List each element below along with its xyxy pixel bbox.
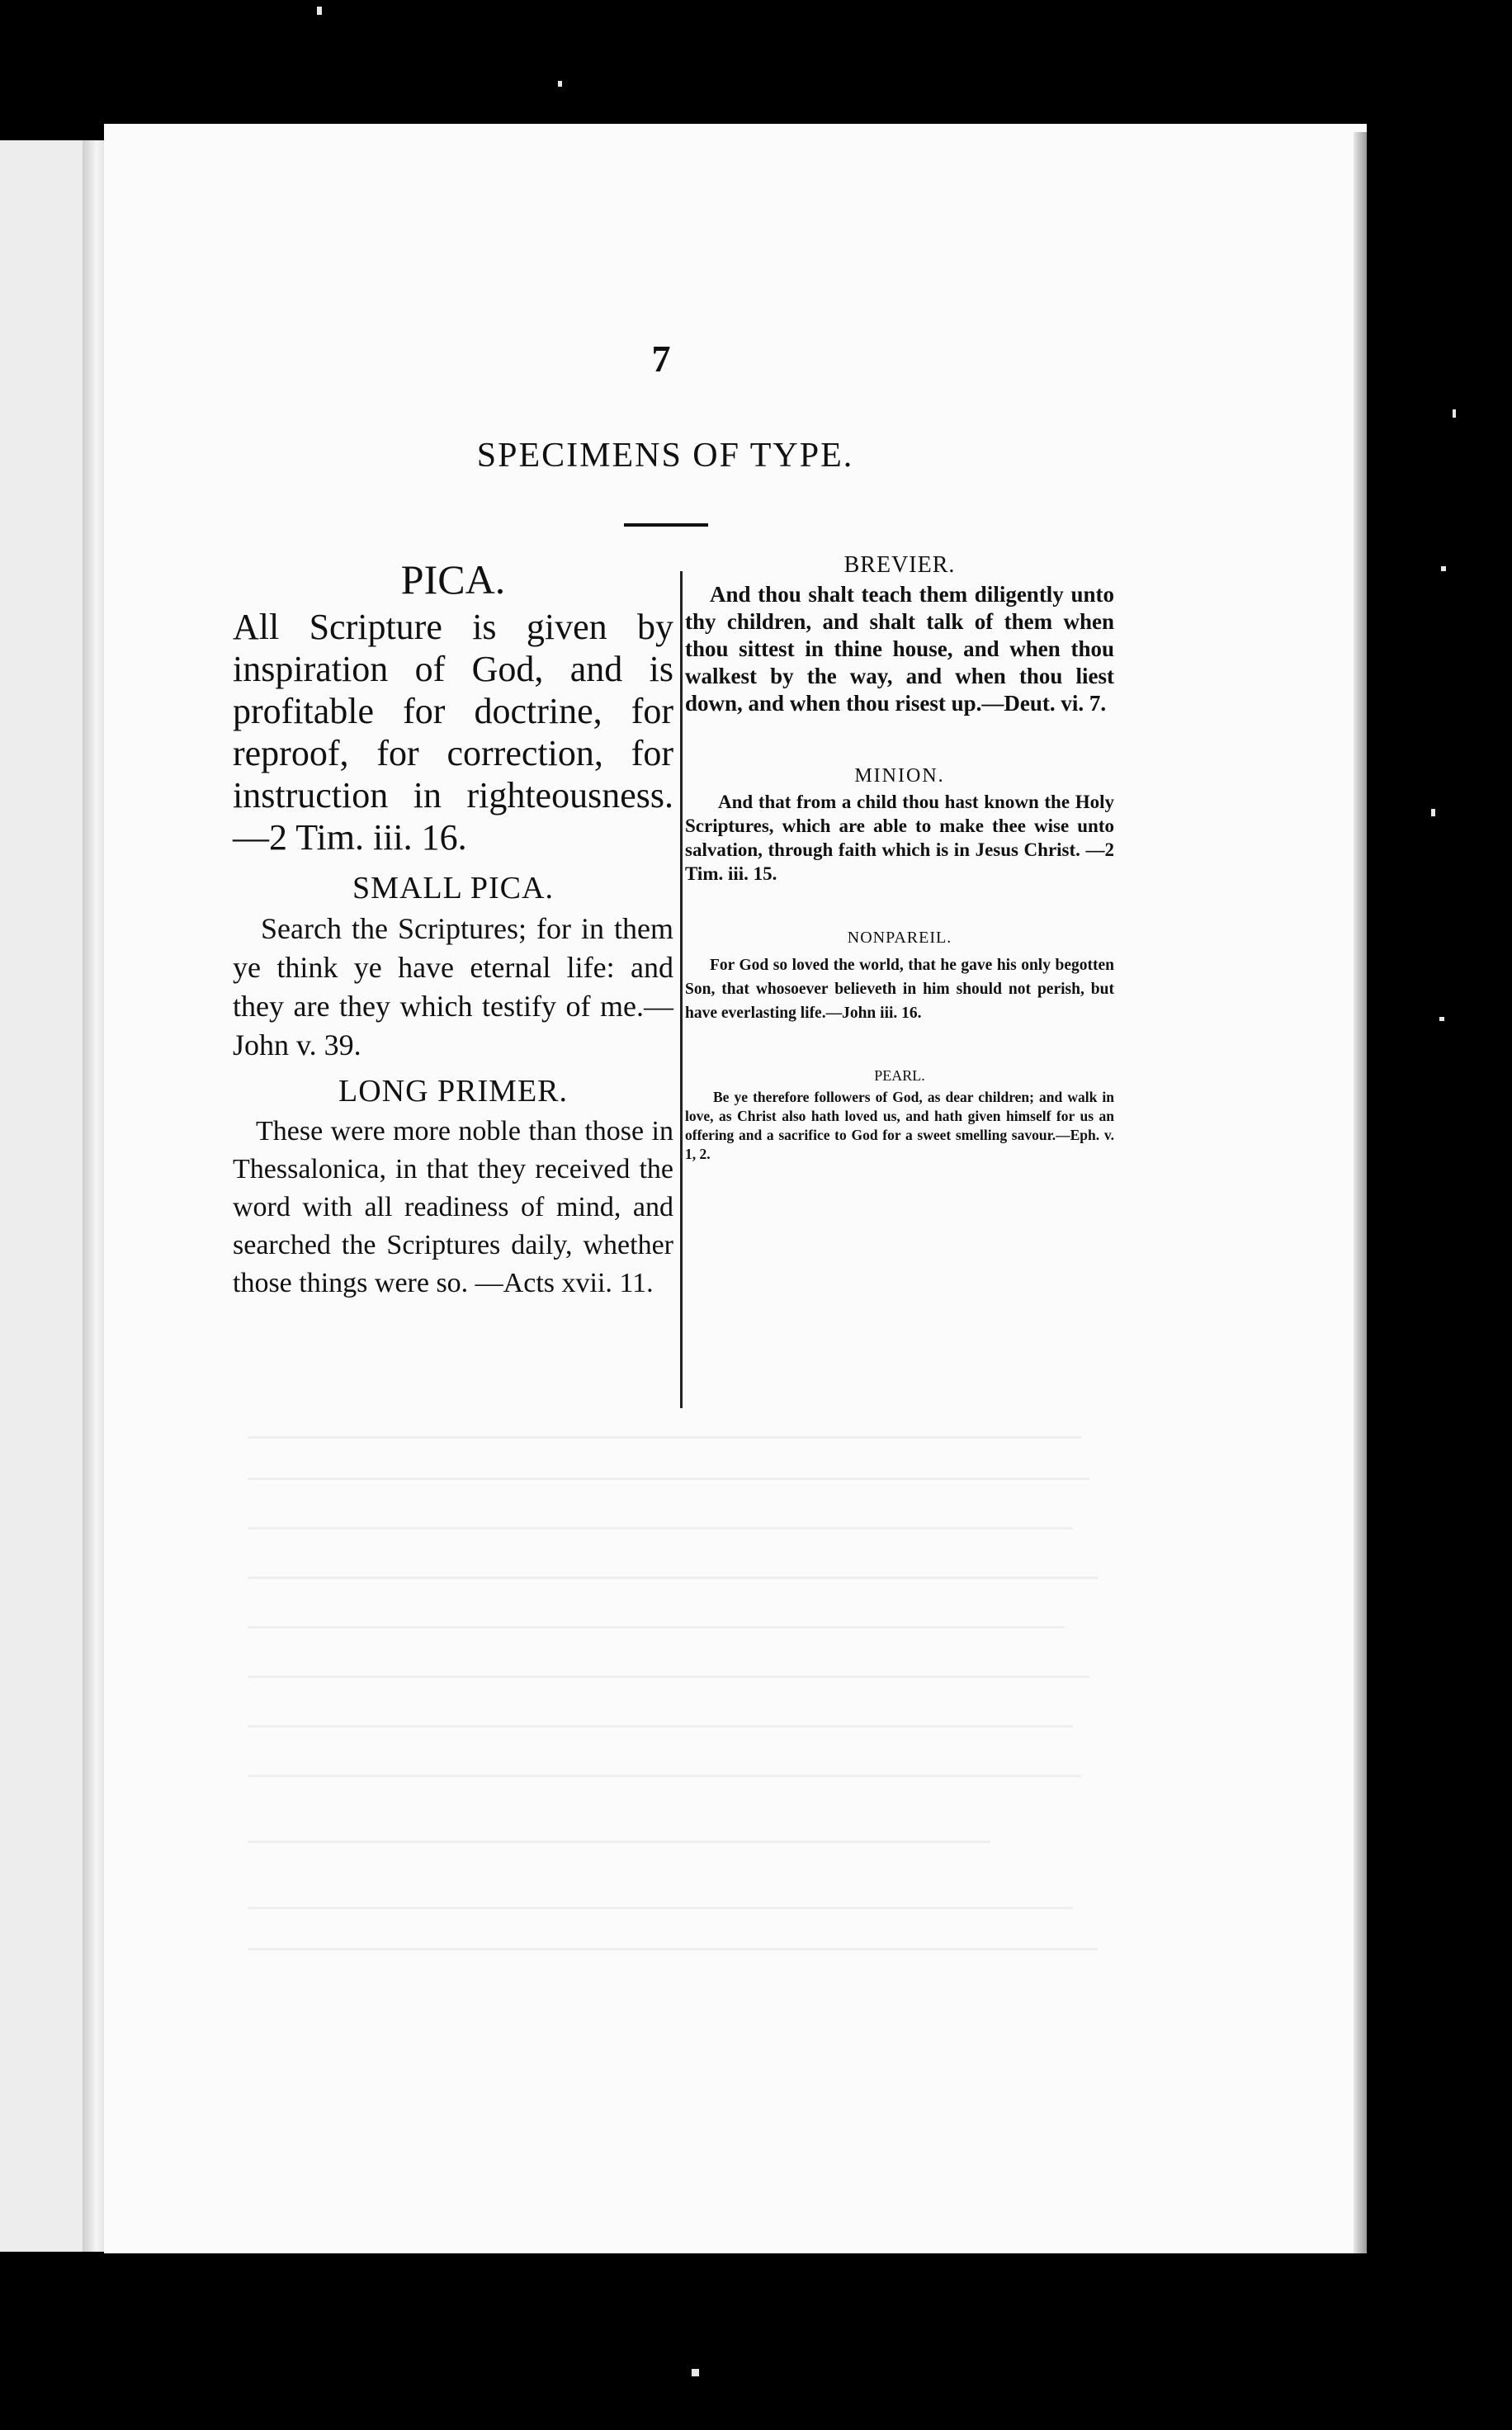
specimen-text: Be ye therefore followers of God, as dear children; and walk in love, as Christ also hath loved us, and hath given himself for us an offering and a sacrifice to God for a sweet smelling savour.—Eph. v. 1, 2. bbox=[685, 1089, 1114, 1162]
specimen-brevier bbox=[685, 551, 1114, 717]
specimen-text: And that from a child thou hast known the Holy Scriptures, which are able to make thee wise unto salvation, through faith which is in Jesus Christ. —2 Tim. iii. 15. bbox=[685, 792, 1114, 884]
specimen-text: For God so loved the world, that he gave his only begotten Son, that whosoever believeth in him should not perish, but have everlasting life.—John iii. 16. bbox=[685, 957, 1114, 1022]
right-column bbox=[685, 551, 1114, 1164]
specimen-title: PEARL. bbox=[874, 1067, 925, 1084]
specimen-title: LONG PRIMER. bbox=[338, 1074, 569, 1109]
page-heading: SPECIMENS OF TYPE. bbox=[476, 437, 854, 475]
column-divider bbox=[680, 571, 683, 1408]
specimen-title: SMALL PICA. bbox=[352, 871, 554, 905]
show-through-line bbox=[248, 1841, 990, 1843]
specimen-nonpareil bbox=[685, 927, 1114, 1025]
show-through-line bbox=[248, 1477, 1089, 1480]
show-through-line bbox=[248, 1436, 1081, 1439]
show-through-line bbox=[248, 1775, 1081, 1777]
left-column bbox=[233, 556, 673, 1302]
page-edge-shadow bbox=[1354, 132, 1367, 2253]
page-number: 7 bbox=[651, 338, 671, 380]
scan-speck bbox=[1439, 1017, 1444, 1021]
heading-rule bbox=[624, 523, 708, 527]
show-through-line bbox=[248, 1948, 1098, 1950]
scan-speck bbox=[317, 7, 322, 15]
specimen-pearl bbox=[685, 1066, 1114, 1164]
scan-speck bbox=[1453, 409, 1456, 418]
specimen-minion bbox=[685, 764, 1114, 886]
show-through-line bbox=[248, 1626, 1065, 1629]
scan-speck bbox=[558, 81, 562, 87]
show-through-line bbox=[248, 1725, 1073, 1728]
show-through-line bbox=[248, 1907, 1073, 1909]
specimen-title: PICA. bbox=[400, 556, 506, 603]
specimen-text: And thou shalt teach them diligently unto thy children, and shalt talk of them when thou sittest in thine house, and when thou walkest by the way, and when thou liest down, and when thou risest up.—Deut. vi. 7. bbox=[685, 582, 1114, 716]
specimen-text: These were more noble than those in Thessalonica, in that they received the word with all readiness of mind, and searched the Scriptures daily, whether those things were so. —Acts xvii. 11. bbox=[233, 1116, 673, 1298]
specimen-pica bbox=[233, 556, 673, 858]
specimen-text: Search the Scriptures; for in them ye think ye have eternal life: and they are they which testify of me.—John v. 39. bbox=[233, 912, 673, 1061]
specimen-small-pica bbox=[233, 870, 673, 1065]
scan-speck bbox=[692, 2369, 699, 2376]
specimen-title: BREVIER. bbox=[843, 552, 956, 578]
specimen-title: MINION. bbox=[854, 765, 945, 787]
scan-speck bbox=[1431, 809, 1435, 816]
scan-speck bbox=[1441, 566, 1446, 571]
show-through-line bbox=[248, 1527, 1073, 1529]
show-through-line bbox=[248, 1676, 1089, 1678]
specimen-title: NONPAREIL. bbox=[847, 929, 952, 947]
specimen-text: All Scripture is given by inspiration of God, and is profitable for doctrine, for reproof, for correction, for instruction in righteousness.—2 Tim. iii. 16. bbox=[233, 607, 673, 858]
specimen-long-primer bbox=[233, 1073, 673, 1302]
show-through-line bbox=[248, 1577, 1098, 1579]
